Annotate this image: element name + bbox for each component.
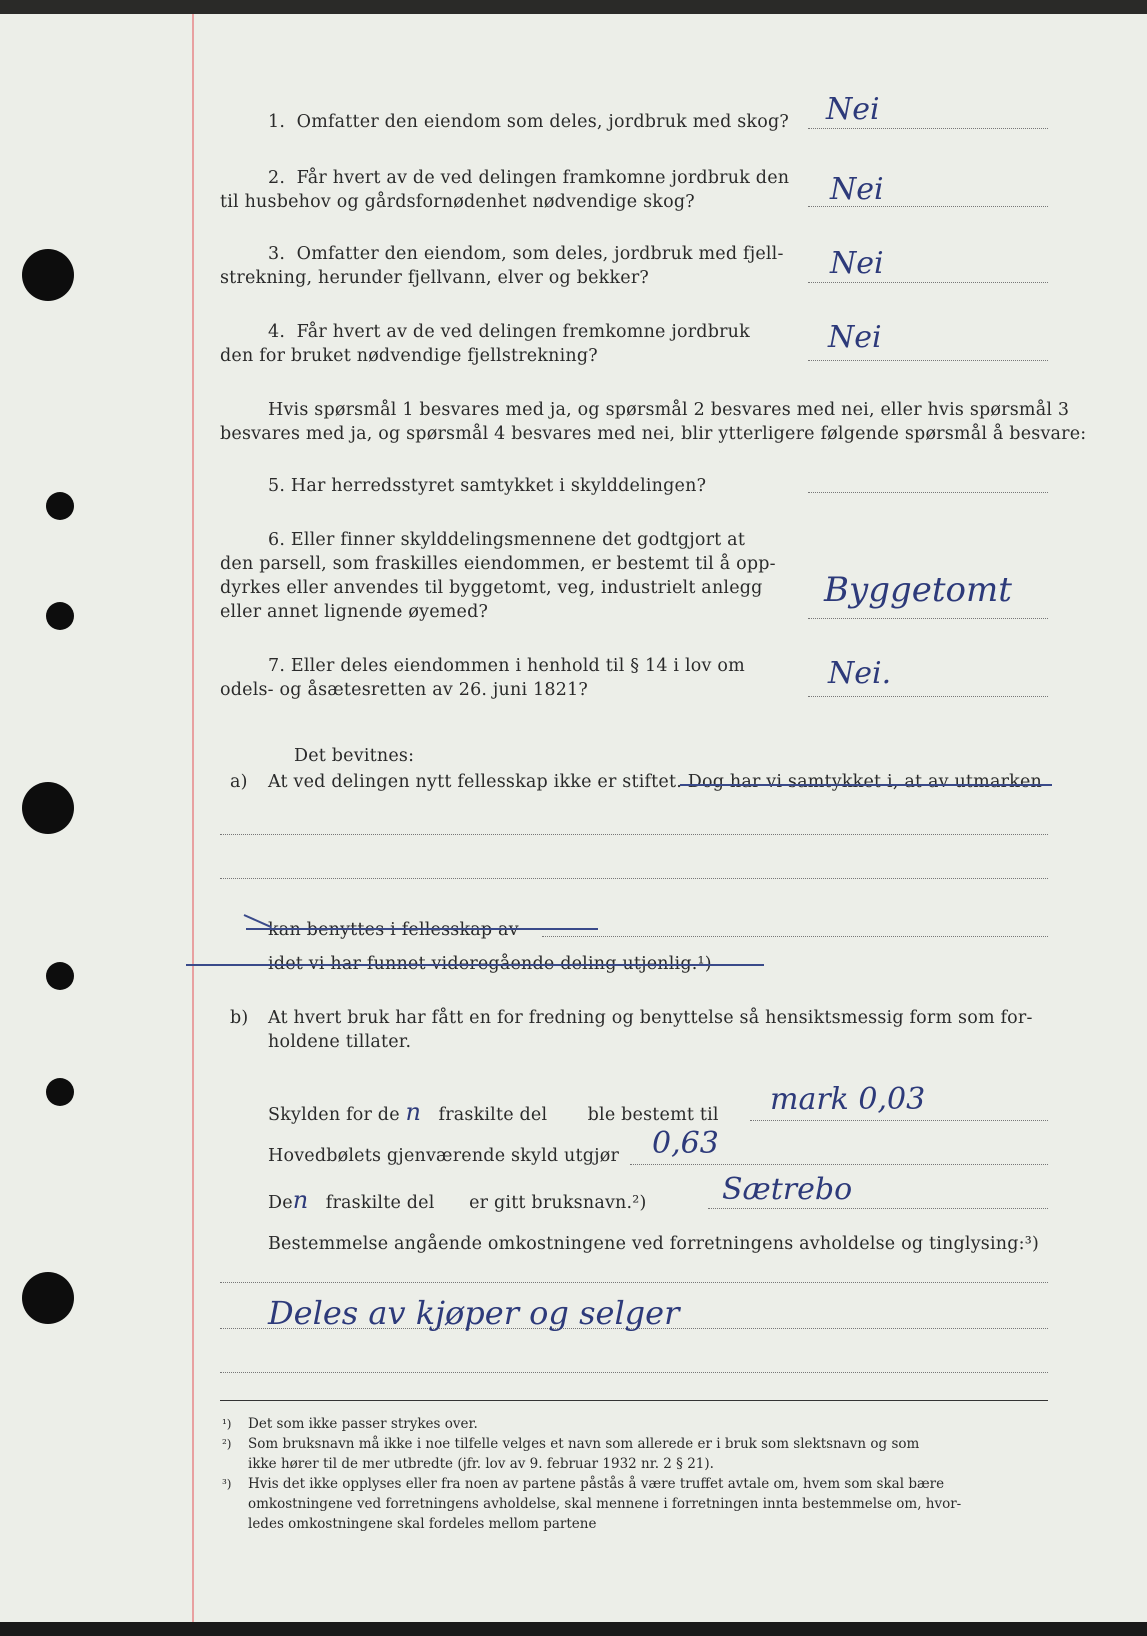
answer-line	[750, 1120, 1048, 1121]
skyld-label-4: Bestemmelse angående omkostningene ved forretningens avholdelse og tinglysing:³)	[268, 1234, 1039, 1254]
question-3-line1: 3. Omfatter den eiendom, som deles, jordbruk med fjell-	[268, 244, 784, 264]
attest-a-line3: kan benyttes i fellesskap av	[268, 920, 519, 940]
blank-line	[220, 1282, 1048, 1283]
skyld-value-2: 0,63	[652, 1126, 719, 1161]
strikethrough	[186, 964, 764, 966]
punch-hole	[22, 249, 74, 301]
attest-a-line4: idet vi har funnet videregående deling utjenlig.¹)	[268, 954, 712, 974]
answer-6: Byggetomt	[824, 570, 1012, 610]
punch-hole	[46, 1078, 74, 1106]
attest-a-text: At ved delingen nytt fellesskap ikke er stiftet. Dog har vi samtykket i, at av utmarken	[268, 772, 1042, 792]
skyld-insert-3: n	[292, 1186, 309, 1214]
question-6-line1: 6. Eller finner skylddelingsmennene det godtgjort at	[268, 530, 746, 550]
question-4-line2: den for bruket nødvendige fjellstrekning?	[220, 346, 598, 366]
footnote-3-line2: omkostningene ved forretningens avholdelse, skal mennene i forretningen innta bestemmelse om, hvor-	[248, 1496, 962, 1512]
blank-line	[542, 936, 1048, 937]
footnote-3-line1: Hvis det ikke opplyses eller fra noen av partene påstås å være truffet avtale om, hvem som skal bære	[248, 1476, 945, 1492]
attest-b-label: b)	[230, 1008, 249, 1028]
question-6-line3: dyrkes eller anvendes til byggetomt, veg, industrielt anlegg	[220, 578, 763, 598]
answer-line	[708, 1208, 1048, 1209]
answer-3: Nei	[830, 246, 884, 281]
blank-line	[220, 878, 1048, 879]
document-page	[0, 14, 1147, 1622]
answer-line	[808, 360, 1048, 361]
answer-line	[808, 128, 1048, 129]
punch-hole	[22, 782, 74, 834]
condition-line1: Hvis spørsmål 1 besvares med ja, og spørsmål 2 besvares med nei, eller hvis spørsmål 3	[268, 400, 1070, 420]
answer-2: Nei	[830, 172, 884, 207]
attest-b-line2: holdene tillater.	[268, 1032, 412, 1052]
answer-7: Nei.	[828, 656, 892, 691]
punch-hole	[22, 1272, 74, 1324]
attest-a-label: a)	[230, 772, 248, 792]
attest-heading: Det bevitnes:	[294, 746, 415, 766]
footnote-2-line1: Som bruksnavn må ikke i noe tilfelle velges et navn som allerede er i bruk som slektsnavn og som	[248, 1436, 920, 1452]
skyld-value-3: Sætrebo	[722, 1172, 853, 1207]
skyld-value-1: mark 0,03	[770, 1082, 926, 1117]
scan-top-edge	[0, 0, 1147, 14]
strikethrough	[680, 784, 1052, 786]
question-4-line1: 4. Får hvert av de ved delingen fremkomne jordbruk	[268, 322, 750, 342]
punch-hole	[46, 602, 74, 630]
footnote-3-mark: ³)	[222, 1477, 232, 1491]
strikethrough	[246, 928, 598, 930]
answer-line	[630, 1164, 1048, 1165]
answer-line	[808, 492, 1048, 493]
condition-line2: besvares med ja, og spørsmål 4 besvares med nei, blir ytterligere følgende spørsmål å besvare:	[220, 424, 1087, 444]
answer-line	[808, 282, 1048, 283]
attest-b-line1: At hvert bruk har fått en for fredning og benyttelse så hensiktsmessig form som for-	[268, 1008, 1033, 1028]
answer-4: Nei	[828, 320, 882, 355]
footnote-3-line3: ledes omkostningene skal fordeles mellom partene	[248, 1516, 597, 1532]
answer-line	[808, 618, 1048, 619]
footnote-1-mark: ¹)	[222, 1417, 232, 1431]
answer-line	[808, 696, 1048, 697]
punch-hole	[46, 492, 74, 520]
blank-line	[220, 1372, 1048, 1373]
question-6-line4: eller annet lignende øyemed?	[220, 602, 489, 622]
question-6-line2: den parsell, som fraskilles eiendommen, er bestemt til å opp-	[220, 554, 776, 574]
blank-line	[220, 834, 1048, 835]
margin-line	[192, 14, 194, 1622]
footnote-2-mark: ²)	[222, 1437, 232, 1451]
question-3-line2: strekning, herunder fjellvann, elver og bekker?	[220, 268, 649, 288]
answer-1: Nei	[826, 92, 880, 127]
punch-hole	[46, 962, 74, 990]
footnote-rule	[220, 1400, 1048, 1401]
question-7-line2: odels- og åsætesretten av 26. juni 1821?	[220, 680, 588, 700]
question-1: 1. Omfatter den eiendom som deles, jordbruk med skog?	[268, 112, 789, 132]
question-2-line1: 2. Får hvert av de ved delingen framkomne jordbruk den	[268, 168, 790, 188]
question-5: 5. Har herredsstyret samtykket i skylddelingen?	[268, 476, 707, 496]
footnote-2-line2: ikke hører til de mer utbredte (jfr. lov av 9. februar 1932 nr. 2 § 21).	[248, 1456, 714, 1472]
question-7-line1: 7. Eller deles eiendommen i henhold til § 14 i lov om	[268, 656, 745, 676]
question-2-line2: til husbehov og gårdsfornødenhet nødvendige skog?	[220, 192, 695, 212]
skyld-label-2: Hovedbølets gjenværende skyld utgjør	[268, 1146, 620, 1166]
skyld-value-4: Deles av kjøper og selger	[268, 1294, 680, 1332]
skyld-label-1: Skylden for de n fraskilte del ble bestemt til	[268, 1098, 719, 1126]
footnote-1-line1: Det som ikke passer strykes over.	[248, 1416, 478, 1432]
skyld-insert-1: n	[405, 1098, 422, 1126]
skyld-label-3: Den fraskilte del er gitt bruksnavn.²)	[268, 1186, 647, 1214]
